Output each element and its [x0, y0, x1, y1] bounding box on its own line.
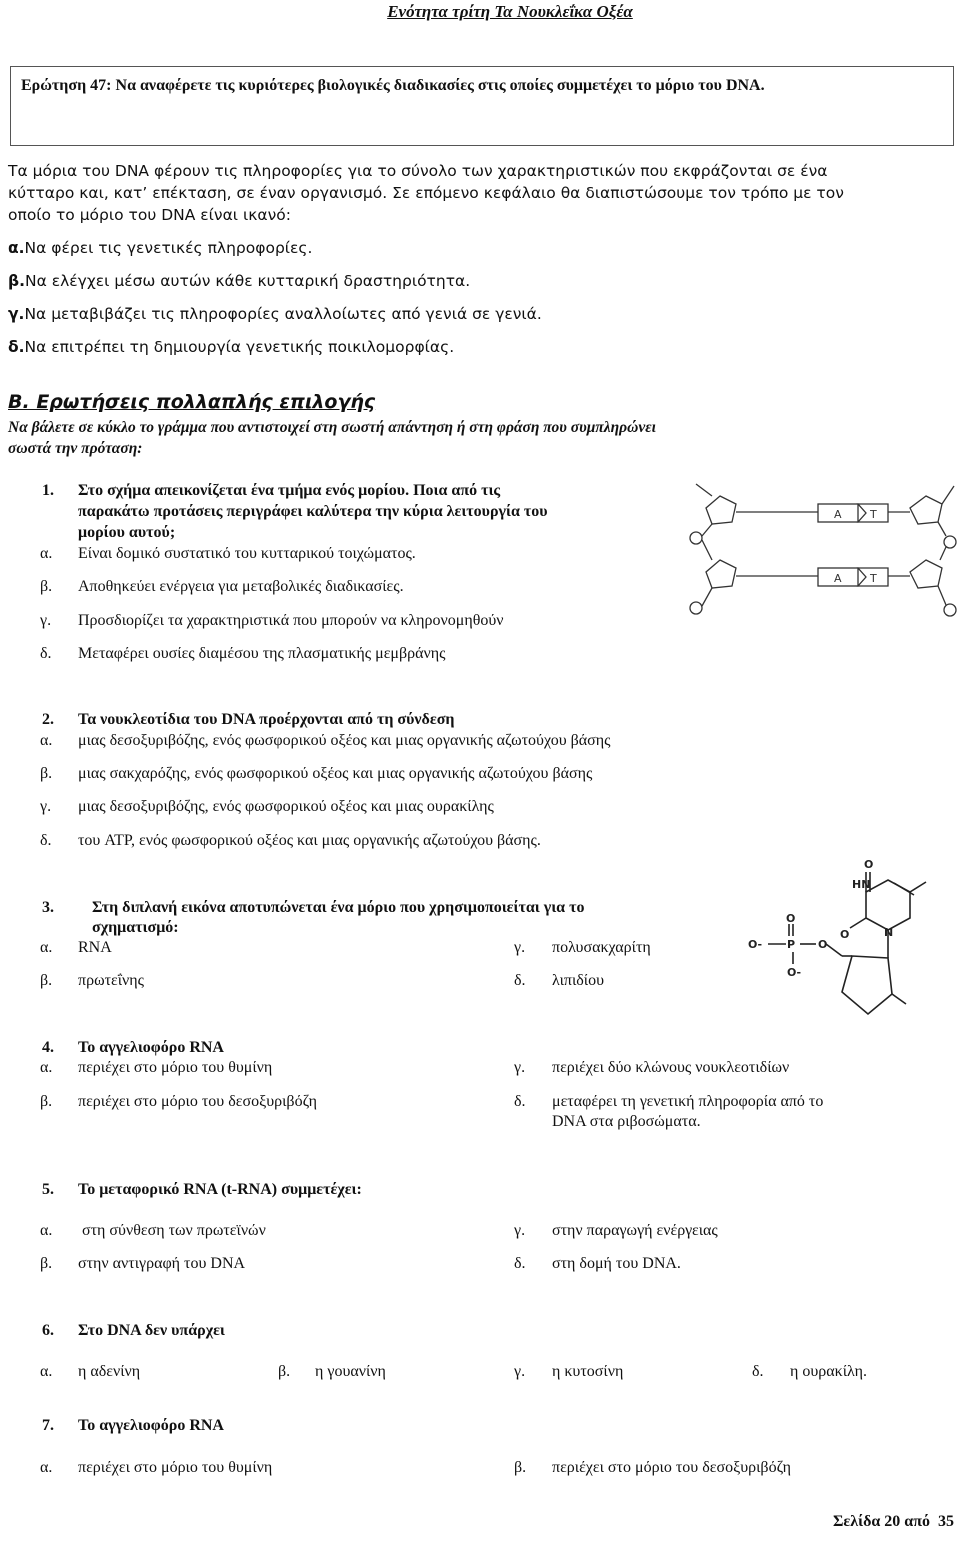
option-text: η αδενίνη — [78, 1363, 141, 1380]
question-7-stem: Το αγγελιοφόρο RNA — [78, 1417, 224, 1434]
intro-item-text: Να μεταβιβάζει τις πληροφορίες αναλλοίωτες από γενιά σε γενιά. — [24, 305, 542, 323]
option-text: μιας δεσοξυριβόζης, ενός φωσφορικού οξέος και μιας οργανικής αζωτούχου βάσης — [78, 732, 611, 749]
option-text: μιας σακχαρόζης, ενός φωσφορικού οξέος και μιας οργανικής αζωτούχου βάσης — [78, 765, 593, 782]
option-label[interactable]: α. — [40, 732, 53, 749]
option-label[interactable]: γ. — [514, 1222, 526, 1239]
nitrogen-label: N — [884, 926, 894, 939]
option-label[interactable]: γ. — [514, 939, 526, 956]
nucleotide-structure-figure — [742, 848, 956, 1028]
option-text: Προσδιορίζει τα χαρακτηριστικά που μπορούν να κληρονομηθούν — [78, 612, 504, 629]
question-1-line-1: Στο σχήμα απεικονίζεται ένα τμήμα ενός μορίου. Ποια από τις — [78, 482, 501, 499]
intro-item-label: α. — [8, 239, 25, 257]
option-label[interactable]: β. — [278, 1363, 291, 1380]
intro-item — [8, 303, 542, 326]
intro-line-1: Τα μόρια του DNA φέρουν τις πληροφορίες για το σύνολο των χαρακτηριστικών που εκφράζονται σε ένα — [8, 162, 828, 180]
option-text: περιέχει στο μόριο του θυμίνη — [78, 1459, 273, 1476]
section-b-instructions-line-1: Να βάλετε σε κύκλο το γράμμα που αντιστοιχεί στη σωστή απάντηση ή στη φράση που συμπληρώνει — [8, 419, 656, 436]
option-label[interactable]: γ. — [514, 1059, 526, 1076]
intro-item-label: γ. — [8, 305, 25, 323]
option-label[interactable]: δ. — [40, 645, 52, 662]
option-text: πρωτεΐνης — [78, 972, 144, 989]
option-text: περιέχει στο μόριο του θυμίνη — [78, 1059, 273, 1076]
base-t-label: T — [870, 508, 877, 521]
question-2-stem: Τα νουκλεοτίδια του DNA προέρχονται από τη σύνδεση — [78, 711, 455, 728]
oxygen-label: O — [840, 928, 850, 941]
option-text: μιας δεσοξυριβόζης, ενός φωσφορικού οξέος και μιας ουρακίλης — [78, 798, 494, 815]
intro-item-label: δ. — [8, 338, 25, 356]
phosphate-circle — [690, 532, 702, 544]
sugar-ring — [842, 956, 892, 1014]
option-label[interactable]: β. — [40, 765, 53, 782]
option-label[interactable]: α. — [40, 1222, 53, 1239]
option-label[interactable]: β. — [40, 578, 53, 595]
intro-line-2: κύτταρο και, κατ’ επέκταση, σε έναν οργανισμό. Σε επόμενο κεφάλαιο θα διαπιστώσουμε τον τρόπο με τον — [8, 184, 844, 202]
question-number: 6. — [42, 1322, 54, 1339]
oxygen-minus-label: O- — [787, 966, 802, 979]
option-text: η κυτοσίνη — [552, 1363, 624, 1380]
hn-label: HN — [852, 878, 871, 891]
option-label[interactable]: δ. — [514, 1255, 526, 1272]
phosphate-circle — [944, 604, 956, 616]
page-number: Σελίδα 20 από 35 — [832, 1513, 954, 1530]
question-3-line-1: Στη διπλανή εικόνα αποτυπώνεται ένα μόριο που χρησιμοποιείται για το — [92, 899, 585, 916]
phosphate-circle — [690, 602, 702, 614]
option-text: μεταφέρει τη γενετική πληροφορία από το — [552, 1093, 824, 1110]
option-text: στη σύνθεση των πρωτεϊνών — [78, 1222, 266, 1239]
option-label[interactable]: γ. — [40, 612, 52, 629]
question-1-line-3: μορίου αυτού; — [78, 524, 176, 541]
sugar-pentagon — [706, 560, 736, 588]
question-47-text: Ερώτηση 47: Να αναφέρετε τις κυριότερες βιολογικές διαδικασίες στις οποίες συμμετέχει το μόριο του DNA. — [21, 77, 765, 94]
option-label[interactable]: β. — [514, 1459, 527, 1476]
intro-item-text: Να ελέγχει μέσω αυτών κάθε κυτταρική δραστηριότητα. — [24, 272, 471, 290]
option-text: RNA — [78, 939, 112, 956]
oxygen-label: O — [818, 938, 828, 951]
option-text: περιέχει στο μόριο του δεσοξυριβόζη — [552, 1459, 791, 1476]
option-label[interactable]: γ. — [514, 1363, 526, 1380]
option-label[interactable]: δ. — [514, 972, 526, 989]
option-label[interactable]: β. — [40, 1255, 53, 1272]
option-label[interactable]: δ. — [40, 832, 52, 849]
option-text: Αποθηκεύει ενέργεια για μεταβολικές διαδικασίες. — [78, 578, 404, 595]
option-text: στη δομή του DNA. — [552, 1255, 681, 1272]
question-6-stem: Στο DNA δεν υπάρχει — [78, 1322, 225, 1339]
dna-fragment-figure — [688, 478, 958, 628]
option-text-continued: DNA στα ριβοσώματα. — [552, 1113, 701, 1130]
question-box — [10, 66, 954, 146]
question-number: 5. — [42, 1181, 54, 1198]
sugar-pentagon — [910, 496, 942, 524]
phosphorus-label: P — [787, 938, 796, 951]
intro-item-text: Να φέρει τις γενετικές πληροφορίες. — [24, 239, 313, 257]
question-1-line-2: παρακάτω προτάσεις περιγράφει καλύτερα την κύρια λειτουργία του — [78, 503, 548, 520]
intro-item — [8, 237, 312, 260]
option-text: η ουρακίλη. — [790, 1363, 868, 1380]
option-label[interactable]: α. — [40, 1363, 53, 1380]
option-label[interactable]: δ. — [514, 1093, 526, 1110]
intro-item-text: Να επιτρέπει τη δημιουργία γενετικής ποικιλομορφίας. — [24, 338, 455, 356]
option-text: στην παραγωγή ενέργειας — [552, 1222, 718, 1239]
oxygen-label: O — [786, 912, 796, 925]
option-label[interactable]: γ. — [40, 798, 52, 815]
base-a-label: A — [834, 572, 842, 585]
option-label[interactable]: α. — [40, 1459, 53, 1476]
intro-item — [8, 336, 454, 359]
oxygen-minus-label: O- — [748, 938, 763, 951]
option-label[interactable]: β. — [40, 972, 53, 989]
option-text: πολυσακχαρίτη — [552, 939, 651, 956]
option-text: του ATP, ενός φωσφορικού οξέος και μιας οργανικής αζωτούχου βάσης. — [78, 832, 541, 849]
sugar-pentagon — [910, 560, 942, 588]
sugar-pentagon — [706, 496, 736, 524]
base-a-label: A — [834, 508, 842, 521]
option-text: η γουανίνη — [315, 1363, 386, 1380]
option-text: στην αντιγραφή του DNA — [78, 1255, 246, 1272]
question-3-line-2: σχηματισμό: — [92, 919, 179, 936]
phosphate-circle — [944, 536, 956, 548]
question-number: 4. — [42, 1039, 54, 1056]
question-number: 2. — [42, 711, 54, 728]
option-label[interactable]: α. — [40, 1059, 53, 1076]
option-text: περιέχει δύο κλώνους νουκλεοτιδίων — [552, 1059, 790, 1076]
question-number: 3. — [42, 899, 54, 916]
oxygen-label: O — [864, 858, 874, 871]
section-b-title: Β. Ερωτήσεις πολλαπλής επιλογής — [8, 391, 376, 413]
question-4-stem: Το αγγελιοφόρο RNA — [78, 1039, 224, 1056]
question-number: 1. — [42, 482, 54, 499]
intro-item-label: β. — [8, 272, 25, 290]
option-text: Είναι δομικό συστατικό του κυτταρικού τοιχώματος. — [78, 545, 416, 562]
option-text: περιέχει στο μόριο του δεσοξυριβόζη — [78, 1093, 317, 1110]
page-header-title: Ενότητα τρίτη Τα Νουκλεΐκα Οξέα — [387, 2, 633, 21]
intro-line-3: οποίο το μόριο του DNA είναι ικανό: — [8, 206, 291, 224]
option-text: Μεταφέρει ουσίες διαμέσου της πλασματικής μεμβράνης — [78, 645, 446, 662]
base-t-label: T — [870, 572, 877, 585]
option-label[interactable]: α. — [40, 545, 53, 562]
pyrimidine-ring — [866, 880, 910, 930]
intro-item — [8, 270, 470, 293]
option-text: λιπιδίου — [552, 972, 605, 989]
option-label[interactable]: β. — [40, 1093, 53, 1110]
question-number: 7. — [42, 1417, 54, 1434]
section-b-instructions-line-2: σωστά την πρόταση: — [8, 440, 143, 457]
option-label[interactable]: δ. — [752, 1363, 764, 1380]
option-label[interactable]: α. — [40, 939, 53, 956]
question-5-stem: Το μεταφορικό RNA (t-RNA) συμμετέχει: — [78, 1181, 362, 1198]
